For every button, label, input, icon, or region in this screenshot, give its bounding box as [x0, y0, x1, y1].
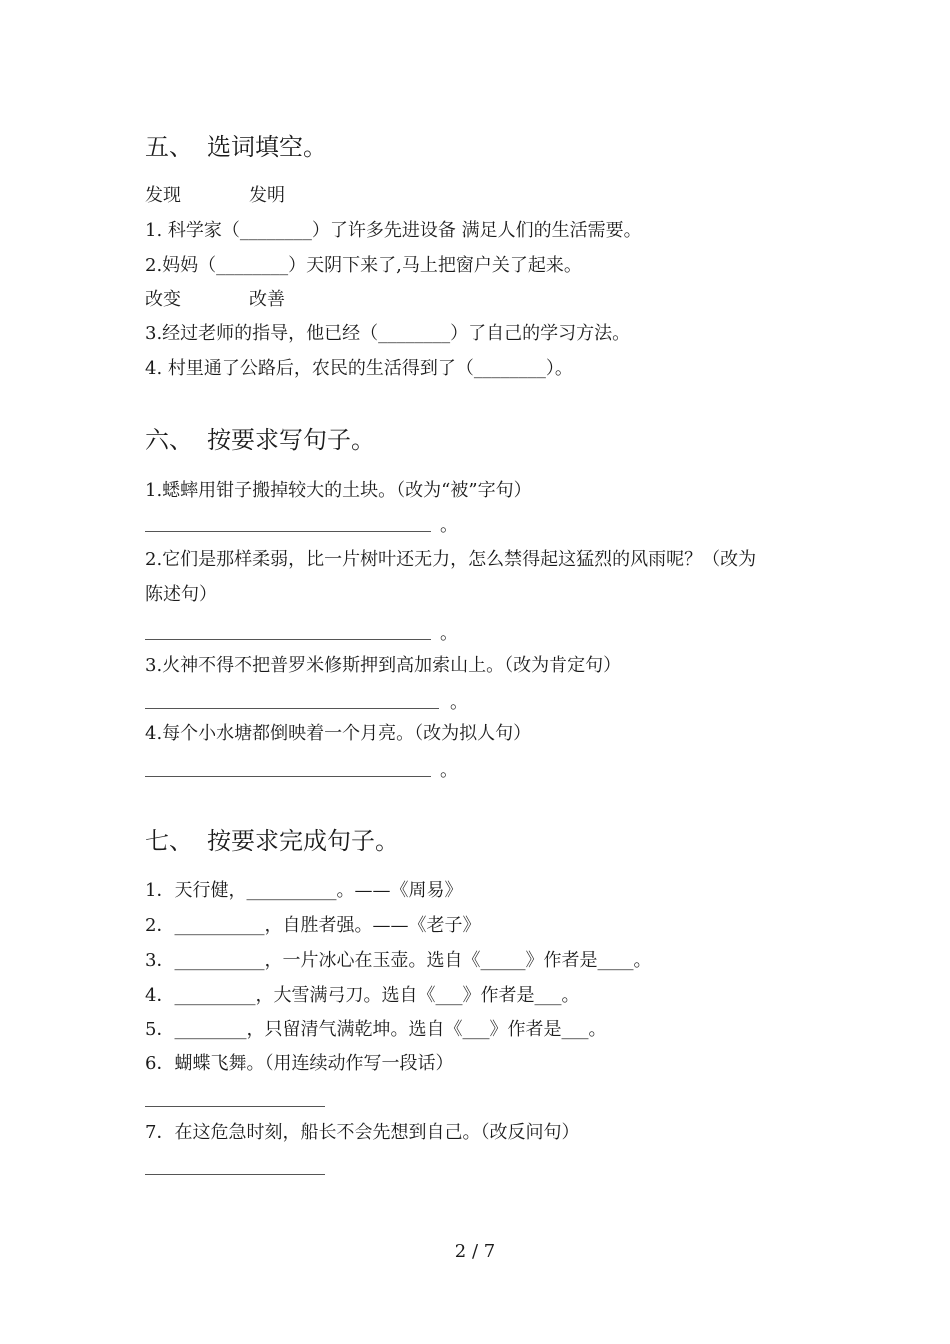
s7-question-5: 5．________，只留清气满乾坤。选自《___》作者是___。 [145, 1019, 607, 1040]
section7-heading [145, 826, 399, 856]
word-choices-a [145, 184, 285, 208]
section7-title: 按要求完成句子。 [207, 827, 399, 855]
answer-line[interactable] [145, 776, 431, 777]
section5-heading [145, 132, 327, 162]
answer-line[interactable] [145, 708, 439, 709]
s5-question-1: 1. 科学家（________）了许多先进设备 满足人们的生活需要。 [145, 220, 642, 241]
end-mark: 。 [440, 760, 458, 781]
s7-question-7: 7．在这危急时刻，船长不会先想到自己。（改反问句） [145, 1122, 580, 1143]
section6-title: 按要求写句子。 [207, 426, 375, 454]
word-choice: 发现 [145, 185, 181, 206]
s7-question-4: 4．_________，大雪满弓刀。选自《___》作者是___。 [145, 985, 580, 1006]
section6-heading [145, 425, 375, 455]
section5-title: 选词填空。 [207, 133, 327, 161]
s7-question-3: 3．__________，一片冰心在玉壶。选自《_____》作者是____。 [145, 950, 652, 971]
answer-line[interactable] [145, 639, 431, 640]
end-mark: 。 [440, 623, 458, 644]
word-choice: 发明 [249, 185, 285, 206]
answer-line[interactable] [145, 1106, 325, 1107]
s7-question-2: 2．__________，自胜者强。——《老子》 [145, 915, 481, 936]
section6-number: 六、 [145, 426, 193, 454]
section7-number: 七、 [145, 827, 193, 855]
word-choices-b [145, 288, 285, 312]
s6-question-2-cont: 陈述句） [145, 584, 217, 605]
s7-question-6: 6．蝴蝶飞舞。（用连续动作写一段话） [145, 1053, 454, 1074]
end-mark: 。 [450, 692, 468, 713]
s6-question-4: 4.每个小水塘都倒映着一个月亮。（改为拟人句） [145, 723, 532, 744]
page-number: 2 / 7 [454, 1241, 496, 1262]
s5-question-4: 4. 村里通了公路后，农民的生活得到了（________）。 [145, 358, 573, 379]
end-mark: 。 [440, 515, 458, 536]
s6-question-3: 3.火神不得不把普罗米修斯押到高加索山上。（改为肯定句） [145, 655, 622, 676]
word-choice: 改变 [145, 289, 181, 310]
s6-question-1: 1.蟋蟀用钳子搬掉较大的土块。（改为“被”字句） [145, 480, 532, 501]
word-choice: 改善 [249, 289, 285, 310]
s7-question-1: 1．天行健，__________。——《周易》 [145, 880, 463, 901]
s5-question-2: 2.妈妈（________）天阴下来了,马上把窗户关了起来。 [145, 255, 582, 276]
s6-question-2: 2.它们是那样柔弱，比一片树叶还无力，怎么禁得起这猛烈的风雨呢？（改为 [145, 549, 757, 570]
s5-question-3: 3.经过老师的指导，他已经（________）了自己的学习方法。 [145, 323, 631, 344]
section5-number: 五、 [145, 133, 193, 161]
answer-line[interactable] [145, 531, 431, 532]
answer-line[interactable] [145, 1174, 325, 1175]
